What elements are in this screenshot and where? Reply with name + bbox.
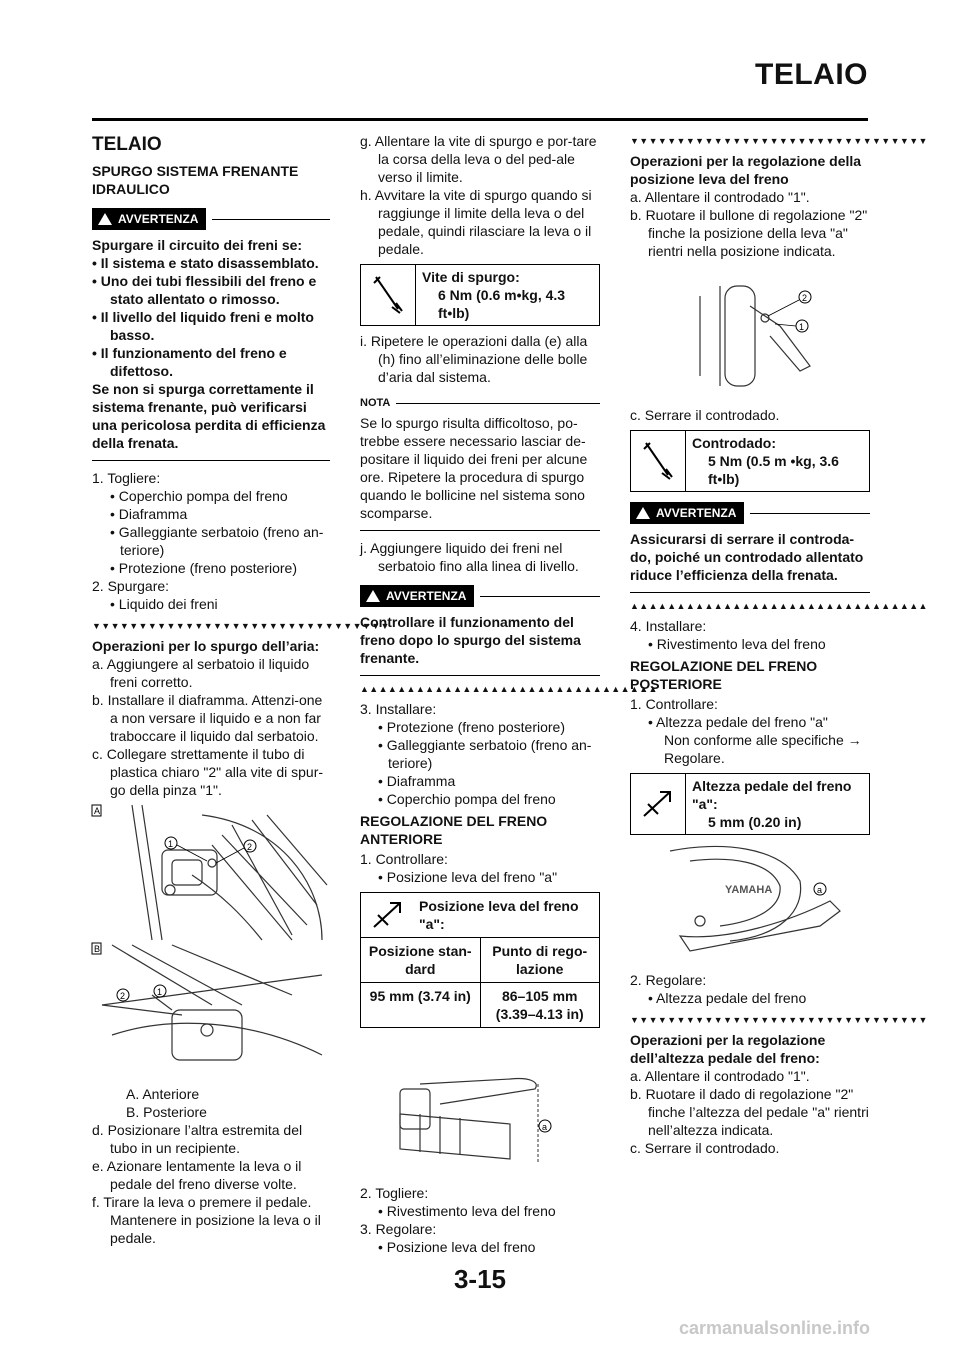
header-rule xyxy=(92,118,868,121)
watermark: carmanualsonline.info xyxy=(678,1318,870,1338)
brake-caliper-figure xyxy=(92,805,330,1079)
svg-text:A: A xyxy=(94,806,101,816)
torque-wrench-icon xyxy=(361,265,416,325)
caption-a: A. Anteriore xyxy=(126,1086,200,1102)
gauge-icon xyxy=(631,774,686,834)
subsection-title: SPURGO SISTEMA FRENANTE IDRAULICO xyxy=(92,163,299,197)
svg-text:1: 1 xyxy=(157,987,163,997)
svg-text:YAMAHA: YAMAHA xyxy=(725,884,773,896)
caption-b: B. Posteriore xyxy=(126,1104,207,1120)
triangle-row: ▲▲▲▲▲▲▲▲▲▲▲▲▲▲▲▲▲▲▲▲▲▲▲▲▲▲▲▲▲▲▲▲ xyxy=(360,684,658,694)
note-header: NOTA xyxy=(360,394,600,412)
triangle-row: ▼▼▼▼▼▼▼▼▼▼▼▼▼▼▼▼▼▼▼▼▼▼▼▼▼▼▼▼▼▼▼▼ xyxy=(92,621,390,631)
procedure-title: Operazioni per la regolazione dell’altezza pedale del freno: xyxy=(630,1032,826,1066)
gauge-icon xyxy=(361,893,415,937)
section-title: TELAIO xyxy=(92,134,162,155)
warning-badge: AVVERTENZA xyxy=(630,502,744,524)
triangle-row: ▲▲▲▲▲▲▲▲▲▲▲▲▲▲▲▲▲▲▲▲▲▲▲▲▲▲▲▲▲▲▲▲ xyxy=(630,601,928,611)
svg-text:1: 1 xyxy=(799,322,805,332)
spec-box-bleed-screw: Vite di spurgo: 6 Nm (0.6 m•kg, 4.3 ft•lb) xyxy=(360,264,600,326)
warning-badge: AVVERTENZA xyxy=(360,585,474,607)
brake-lever-figure xyxy=(360,1034,600,1178)
svg-text:2: 2 xyxy=(247,842,253,852)
column-1: TELAIO SPURGO SISTEMA FRENANTE IDRAULICO AVVERTENZA Spurgare il circuito dei freni se: • Il sistema e stato disassemblato. • Uno dei tubi flessibili del freno e stato allentato o rimosso. • Il livello del liquido freni e molto basso. • Il funzionamento del freno e difettoso. Se non si spurga correttamente il sistema frenante, può verificarsi una pericolosa perdita di efficienza della frenata. 1. Togliere: • Coperchio pompa del freno • Diaframma • Galleggiante serbatoio (freno an-teriore) • Protezione (freno posteriore) 2. Spurgare: • Liquido dei freni ▼▼▼▼▼▼▼▼▼▼▼▼▼▼▼▼▼▼▼▼▼▼▼▼▼▼▼▼▼▼▼▼ Operazioni per lo spurgo dell’aria: a. Aggiungere al serbatoio il liquido freni corretto. b. Installare il diaframma. Attenzi-one a non versare il liquido e a non far traboccare il liquido dal serbatoio. c. Collegare strettamente il tubo di plastica chiaro "2" alla vite di spur-go della pinza "1". A 1 2 B 2 1 A. Anteriore B. Posteriore d. Posizionare l’altra estremita del tubo in un recipiente. e. Azionare lentamente la leva o il pedale del freno diverse volte. f. Tirare la leva o premere il pedale. Mantenere in posizione la leva o il pedale. xyxy=(92,134,390,1246)
spec-box-locknut: Controdado: 5 Nm (0.5 m •kg, 3.6 ft•lb) xyxy=(630,430,870,492)
warning-body: Controllare il funzionamento del freno dopo lo spurgo del sistema frenante. xyxy=(360,614,581,666)
svg-text:a: a xyxy=(817,885,823,895)
svg-text:B: B xyxy=(94,944,101,954)
warning-triangle-icon xyxy=(98,213,112,225)
spec-box-pedal-height: Altezza pedale del freno "a": 5 mm (0.20 in) xyxy=(630,773,870,835)
svg-text:1: 1 xyxy=(168,839,174,849)
warning-badge: AVVERTENZA xyxy=(92,208,206,230)
page-header-title: TELAIO xyxy=(755,58,868,91)
fig-a-label xyxy=(94,806,100,816)
page-number: 3-15 xyxy=(453,1264,507,1294)
torque-wrench-icon xyxy=(631,431,686,491)
triangle-row: ▼▼▼▼▼▼▼▼▼▼▼▼▼▼▼▼▼▼▼▼▼▼▼▼▼▼▼▼▼▼▼▼ xyxy=(630,136,928,146)
warning-header xyxy=(360,585,600,607)
procedure-title: Operazioni per lo spurgo dell’aria: xyxy=(92,638,320,654)
warning-header xyxy=(630,502,870,524)
subsection-title: REGOLAZIONE DEL FRENO ANTERIORE xyxy=(360,813,548,847)
svg-text:a: a xyxy=(542,1122,548,1132)
svg-text:2: 2 xyxy=(120,991,126,1001)
warning-triangle-icon xyxy=(366,590,380,602)
fig-b-label xyxy=(94,944,100,954)
subsection-title: REGOLAZIONE DEL FRENO POSTERIORE xyxy=(630,658,818,692)
step-2: 2. Spurgare: xyxy=(92,578,170,594)
warning-header xyxy=(92,208,330,230)
lever-position-table: Posizione leva del freno "a": Posizione stan-dard Punto di rego-lazione 95 mm (3.74 in) 86–105 mm (3.39–4.13 in) xyxy=(360,892,600,1028)
triangle-row: ▼▼▼▼▼▼▼▼▼▼▼▼▼▼▼▼▼▼▼▼▼▼▼▼▼▼▼▼▼▼▼▼ xyxy=(630,1015,928,1025)
step-1: 1. Togliere: xyxy=(92,470,161,486)
brake-pedal-figure xyxy=(630,841,870,965)
column-2: g. Allentare la vite di spurgo e por-tare la corsa della leva o del ped-ale verso il limite. h. Avvitare la vite di spurgo quando si raggiunge il limite della leva o del pedale, quindi rilasciare la leva o il pedale. Vite di spurgo: 6 Nm (0.6 m•kg, 4.3 ft•lb) i. Ripetere le operazioni dalla (e) alla (h) fino all’eliminazione delle bolle d’aria dal sistema. NOTA Se lo spurgo risulta difficoltoso, po-trebbe essere necessario lasciar de-positare il liquido dei freni per alcune ore. Ripetere la procedura di spurgo quando le bollicine nel sistema sono scomparse. j. Aggiungere liquido dei freni nel serbatoio fino alla linea di livello. AVVERTENZA Controllare il funzionamento del freno dopo lo spurgo del sistema frenante. ▲▲▲▲▲▲▲▲▲▲▲▲▲▲▲▲▲▲▲▲▲▲▲▲▲▲▲▲▲▲▲▲ 3. Installare: • Protezione (freno posteriore) • Galleggiante serbatoio (freno an-teriore) • Diaframma • Coperchio pompa del freno REGOLAZIONE DEL FRENO ANTERIORE 1. Controllare: • Posizione leva del freno "a" Posizione leva del freno "a": Posizione stan-dard Punto di rego-lazione 95 mm (3.74 in) 86–105 mm (3.39–4.13 in) a 2. Togliere: • Rivestimento leva del freno 3. Regolare: • Posizione leva del freno xyxy=(360,133,658,1255)
warning-triangle-icon xyxy=(636,507,650,519)
lever-adjuster-figure xyxy=(630,266,870,400)
note-text: Se lo spurgo risulta difficoltoso, po-trebbe essere necessario lasciar de-positare il liquido dei freni per alcune ore. Ripetere la procedura di spurgo quando le bollicine nel sistema sono scomparse. xyxy=(360,415,588,521)
svg-text:2: 2 xyxy=(802,293,808,303)
warning-body: Spurgare il circuito dei freni se: • Il sistema e stato disassemblato. • Uno dei tubi flessibili del freno e stato allentato o rimosso. • Il livello del liquido freni e molto basso. • Il funzionamento del freno e difettoso. Se non si spurga correttamente il sistema frenante, può verificarsi una pericolosa perdita di efficienza della frenata. xyxy=(92,237,326,451)
warning-body: Assicurarsi di serrare il controda-do, poiché un controdado allentato riduce l’efficienza della frenata. xyxy=(630,531,864,583)
column-3: ▼▼▼▼▼▼▼▼▼▼▼▼▼▼▼▼▼▼▼▼▼▼▼▼▼▼▼▼▼▼▼▼ Operazioni per la regolazione della posizione leva del freno a. Allentare il controdado "1". b. Ruotare il bullone di regolazione "2" finche la posizione della leva "a" rientri nella posizione indicata. 2 1 c. Serrare il controdado. Controdado: 5 Nm (0.5 m •kg, 3.6 ft•lb) AVVERTENZA Assicurarsi di serrare il controda-do, poiché un controdado allentato riduce l’efficienza della frenata. ▲▲▲▲▲▲▲▲▲▲▲▲▲▲▲▲▲▲▲▲▲▲▲▲▲▲▲▲▲▲▲▲ 4. Installare: • Rivestimento leva del freno REGOLAZIONE DEL FRENO POSTERIORE 1. Controllare: • Altezza pedale del freno "a" Non conforme alle specifiche → Regolare. Altezza pedale del freno "a": 5 mm (0.20 in) YAMAHA a 2. Regolare: • Altezza pedale del freno ▼▼▼▼▼▼▼▼▼▼▼▼▼▼▼▼▼▼▼▼▼▼▼▼▼▼▼▼▼▼▼▼ Operazioni per la regolazione dell’altezza pedale del freno: a. Allentare il controdado "1". b. Ruotare il dado di regolazione "2" finche l’altezza del pedale "a" rientri nell’altezza indicata. c. Serrare il controdado. xyxy=(630,136,928,1156)
procedure-title: Operazioni per la regolazione della posizione leva del freno xyxy=(630,153,862,187)
